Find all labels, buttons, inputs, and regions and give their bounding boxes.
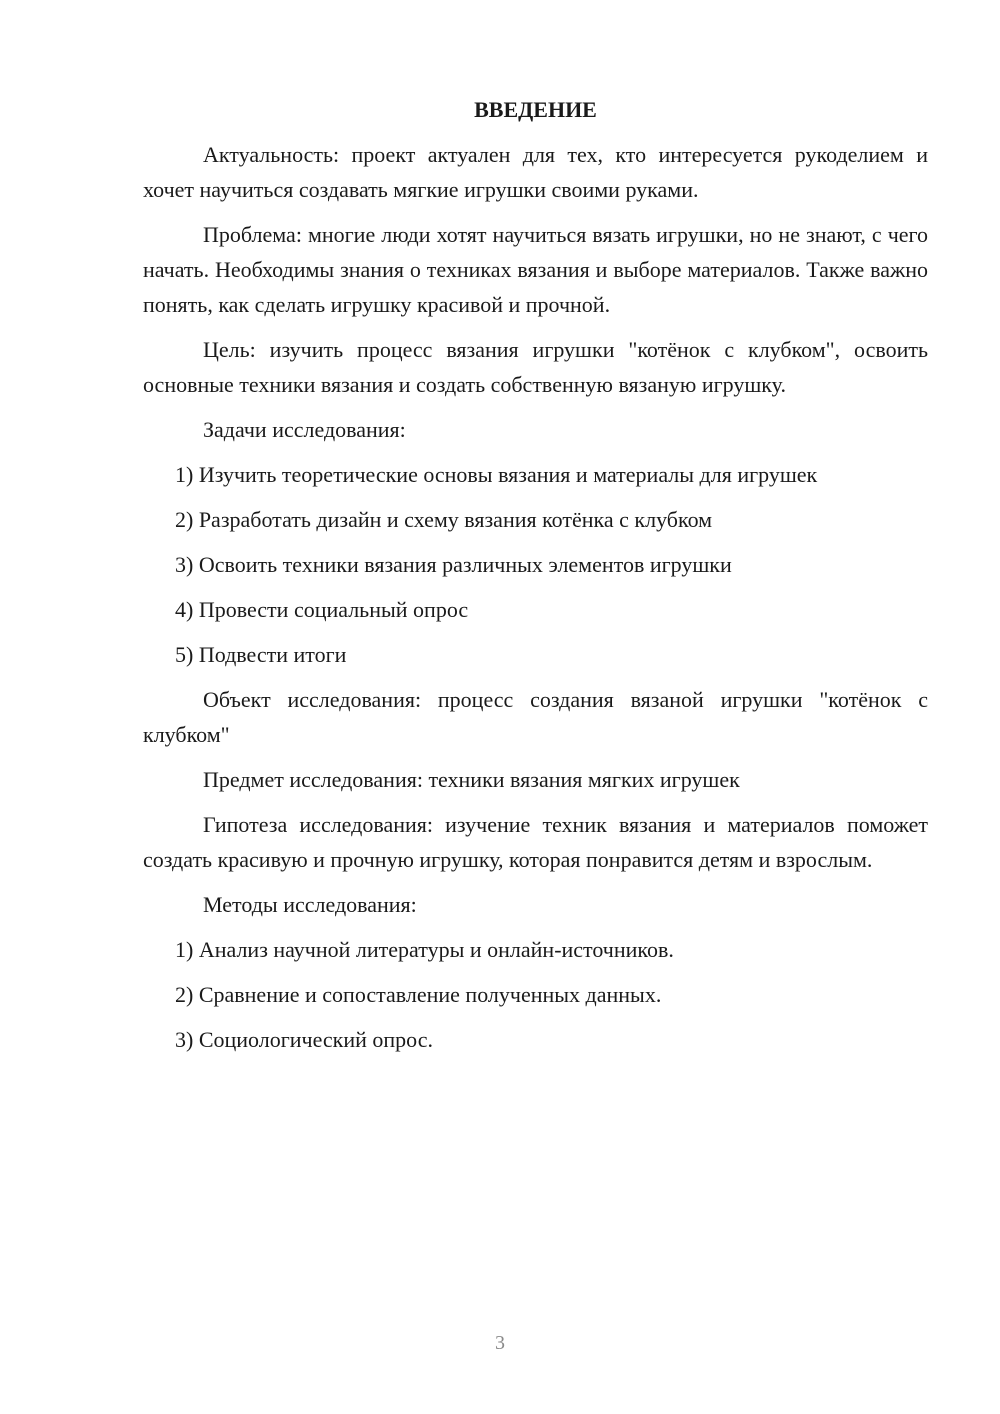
task-item: 4) Провести социальный опрос	[175, 597, 469, 622]
subject-paragraph: Предмет исследования: техники вязания мягких игрушек	[203, 767, 740, 792]
document-page	[143, 92, 928, 1067]
tasks-heading: Задачи исследования:	[203, 417, 406, 442]
task-item: 2) Разработать дизайн и схему вязания котёнка с клубком	[175, 507, 713, 532]
methods-heading: Методы исследования:	[203, 892, 417, 917]
problem-paragraph: Проблема: многие люди хотят научиться вязать игрушки, но не знают, с чего начать. Необходимы знания о техниках вязания и выборе материалов. Также важно понять, как сделать игрушку красивой и прочной.	[143, 222, 928, 317]
task-item: 5) Подвести итоги	[175, 642, 347, 667]
relevance-paragraph: Актуальность: проект актуален для тех, кто интересуется рукоделием и хочет научиться создавать мягкие игрушки своими руками.	[143, 142, 928, 202]
goal-paragraph: Цель: изучить процесс вязания игрушки "котёнок с клубком", освоить основные техники вязания и создать собственную вязаную игрушку.	[143, 337, 928, 397]
methods-list	[143, 932, 928, 1057]
method-item: 3) Социологический опрос.	[175, 1027, 433, 1052]
hypothesis-paragraph: Гипотеза исследования: изучение техник вязания и материалов поможет создать красивую и прочную игрушку, которая понравится детям и взрослым.	[143, 812, 928, 872]
method-item: 2) Сравнение и сопоставление полученных данных.	[175, 982, 662, 1007]
page-number: 3	[495, 1332, 505, 1354]
tasks-list	[143, 457, 928, 672]
section-title: ВВЕДЕНИЕ	[474, 97, 597, 122]
task-item: 1) Изучить теоретические основы вязания и материалы для игрушек	[175, 462, 818, 487]
object-paragraph: Объект исследования: процесс создания вязаной игрушки "котёнок с клубком"	[143, 687, 928, 747]
task-item: 3) Освоить техники вязания различных элементов игрушки	[175, 552, 732, 577]
method-item: 1) Анализ научной литературы и онлайн-источников.	[175, 937, 674, 962]
